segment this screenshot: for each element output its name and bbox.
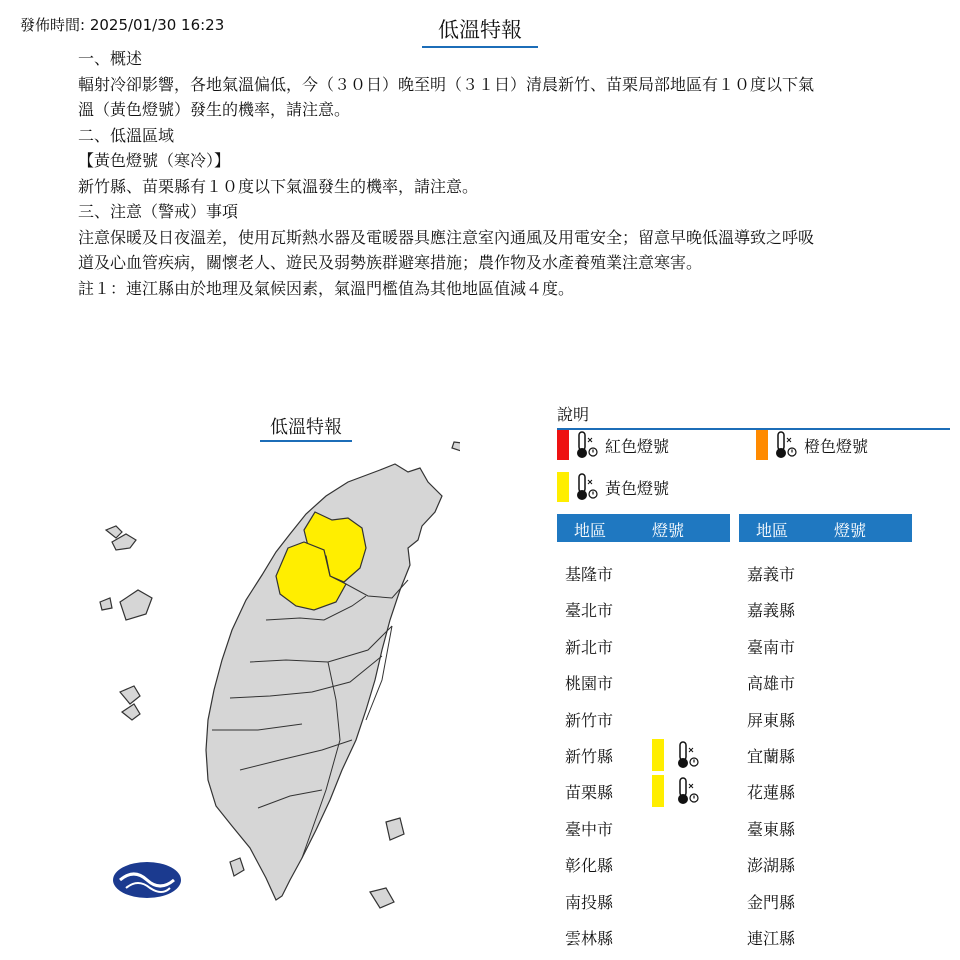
level-color-bar [652,775,664,807]
header-region: 地區 [756,521,789,540]
section-heading: 三、注意（警戒）事項 [78,202,239,221]
region-name: 基隆市 [565,565,614,584]
island-matsu-1 [106,526,122,538]
region-row [739,590,909,626]
island-penghu [230,858,244,876]
region-name: 金門縣 [747,892,796,912]
header-region: 地區 [574,521,607,540]
orange-swatch [756,430,768,460]
level-color-bar [652,739,664,771]
region-name: 臺中市 [565,819,614,839]
region-row [739,845,909,881]
thermometer-icon [575,472,599,502]
island-matsu-3 [100,598,112,610]
region-row [739,809,909,845]
warning-level-indicator [652,775,700,807]
region-row [557,663,727,699]
text-line: 輻射冷卻影響，各地氣溫偏低，今（３０日）晚至明（３１日）清晨新竹、苗栗局部地區有１０度以下氣 [78,74,815,94]
legend-red-label: 紅色燈號 [605,436,670,456]
region-name: 嘉義市 [747,565,796,584]
legend-red [557,430,669,460]
page-title: 低溫特報 [422,14,538,48]
region-row [557,918,727,954]
island-matsu-4 [120,590,152,620]
cwa-logo-icon [113,862,181,898]
island-north [452,442,460,452]
legend-orange-label: 橙色燈號 [804,436,869,456]
text-line: 【黃色燈號（寒冷）】 [78,151,231,170]
header-level: 燈號 [652,521,685,540]
region-name: 嘉義縣 [747,601,796,621]
region-row [557,627,727,663]
section-heading: 一、概述 [78,49,143,68]
region-name: 臺東縣 [747,819,796,839]
region-row [557,845,727,881]
island-kinmen-2 [122,704,140,720]
issued-time: 發佈時間: 2025/01/30 16:23 [20,16,225,34]
island-orchid [370,888,394,908]
region-name: 桃園市 [565,674,614,694]
island-green [386,818,404,840]
table-header-right [739,514,912,542]
region-row [557,590,727,626]
region-row [739,918,909,954]
legend-yellow-label: 黃色燈號 [605,478,670,498]
region-name: 新北市 [565,637,614,657]
region-row [739,772,909,808]
region-name: 雲林縣 [565,929,614,948]
region-row [557,554,727,590]
text-line: 新竹縣、苗栗縣有１０度以下氣溫發生的機率，請注意。 [78,176,479,196]
region-name: 新竹縣 [565,747,614,766]
warning-level-indicator [652,739,700,771]
region-name: 南投縣 [565,892,614,912]
yellow-swatch [557,472,569,502]
taiwan-map [90,430,460,950]
text-line: 注意保暖及日夜溫差，使用瓦斯熱水器及電暖器具應注意室內通風及用電安全；留意早晚低溫導致之呼吸 [78,227,815,247]
region-name: 屏東縣 [747,710,796,730]
region-row [557,809,727,845]
region-name: 宜蘭縣 [747,747,796,766]
region-row [557,736,727,772]
map-title: 低溫特報 [260,413,352,442]
region-row [739,627,909,663]
header-level: 燈號 [834,521,867,540]
thermometer-icon [575,430,599,460]
table-header-left [557,514,730,542]
region-row [557,700,727,736]
region-row [739,700,909,736]
region-row [557,882,727,918]
text-line: 道及心血管疾病，關懷老人、遊民及弱勢族群避寒措施；農作物及水產養殖業注意寒害。 [78,253,703,272]
thermometer-icon [670,776,700,806]
region-name: 花蓮縣 [747,783,796,803]
legend-yellow [557,472,669,502]
region-name: 彰化縣 [565,856,614,876]
region-name: 新竹市 [565,710,614,730]
text-line: 溫（黃色燈號）發生的機率，請注意。 [78,100,351,119]
region-name: 臺南市 [747,637,796,657]
note-line: 註１：連江縣由於地理及氣候因素，氣溫門檻值為其他地區值減４度。 [78,278,575,298]
region-row [557,772,727,808]
thermometer-icon [774,430,798,460]
region-row [739,736,909,772]
advisory-text [78,46,898,301]
red-swatch [557,430,569,460]
island-kinmen-1 [120,686,140,704]
region-row [739,663,909,699]
legend-orange [756,430,868,460]
region-name: 苗栗縣 [565,783,614,803]
region-row [739,882,909,918]
legend-title: 說明 [557,402,950,430]
region-name: 澎湖縣 [747,856,796,876]
thermometer-icon [670,740,700,770]
region-name: 臺北市 [565,601,614,621]
region-name: 高雄市 [747,674,796,694]
region-row [739,554,909,590]
section-heading: 二、低溫區域 [78,125,175,145]
region-name: 連江縣 [747,929,796,948]
